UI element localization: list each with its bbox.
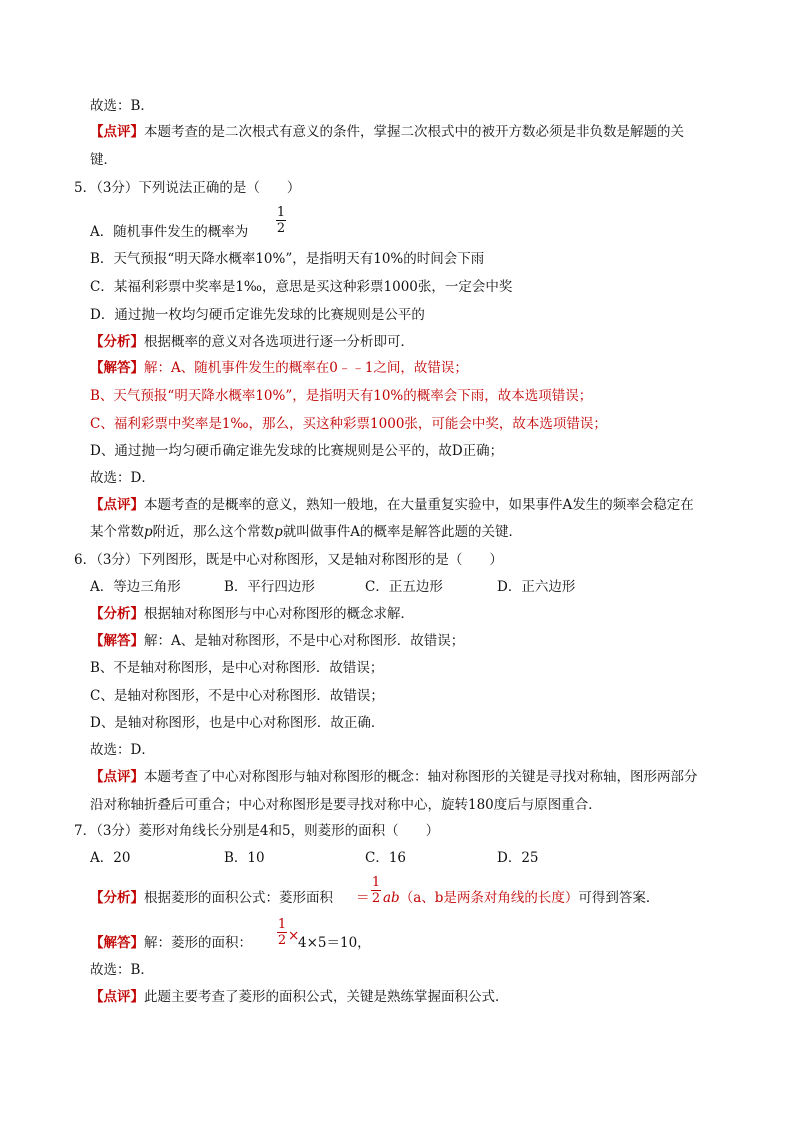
variable-p: p (274, 524, 283, 540)
q6-answer-b: B、不是轴对称图形，是中心对称图形．故错误； (90, 660, 384, 676)
q6-choose: 故选：D． (90, 742, 155, 758)
q6-option-a: A．等边三角形 (90, 579, 181, 595)
q5-option-b: B．天气预报“明天降水概率10%”，是指明天有10%的时间会下雨 (90, 251, 485, 267)
q7-analysis-eq: ＝ (356, 890, 370, 906)
q7-analysis-post: 可得到答案． (578, 890, 660, 906)
q6-answer-tag: 【解答】 (90, 633, 144, 649)
q4-comment-line1 (90, 124, 684, 140)
q6-stem: 6．（3分）下列图形，既是中心对称图形，又是轴对称图形的是（ ） (74, 552, 503, 568)
q5-comment-line1 (90, 497, 694, 513)
q6-analysis (90, 606, 414, 622)
q6-comment-line1 (90, 769, 698, 785)
q5-option-c: C．某福利彩票中奖率是1‰，意思是买这种彩票1000张，一定会中奖 (90, 279, 513, 295)
q7-analysis-rest (383, 890, 659, 906)
q7-choose: 故选：B． (90, 962, 154, 978)
q5-analysis (90, 334, 414, 350)
q6-option-d: D．正六边形 (497, 579, 576, 595)
q4-comment-tag: 【点评】 (90, 124, 144, 140)
q6-answer-d: D、是轴对称图形，也是中心对称图形．故正确． (90, 715, 385, 731)
fraction-denominator: 2 (371, 891, 381, 906)
q6-option-c: C．正五边形 (365, 579, 443, 595)
q4-comment-text: 本题考查的是二次根式有意义的条件，掌握二次根式中的被开方数必须是非负数是解题的关 (144, 124, 684, 140)
fraction-numerator: 1 (276, 205, 286, 220)
fraction-denominator: 2 (277, 933, 287, 948)
q5-comment-line2 (90, 524, 522, 540)
q5-option-a-fraction (276, 206, 286, 235)
q7-option-c: C．16 (365, 850, 407, 866)
q5-answer-d: D、通过抛一均匀硬币确定谁先发球的比赛规则是公平的，故D正确； (90, 443, 504, 459)
q7-analysis (90, 890, 333, 906)
q5-answer-c (90, 416, 607, 432)
q5-comment-tag: 【点评】 (90, 497, 144, 513)
q7-answer-fraction (277, 918, 287, 947)
q6-answer-a (90, 633, 464, 649)
q7-answer (90, 935, 252, 951)
q7-comment-tag: 【点评】 (90, 989, 144, 1005)
q5-answer-a (90, 360, 468, 376)
q7-answer-times: × (288, 928, 300, 944)
q5-answer-a-text: 解：A、随机事件发生的概率在0﹣﹣1之间，故错误； (144, 360, 468, 376)
q5-option-d: D．通过抛一枚均匀硬币定谁先发球的比赛规则是公平的 (90, 307, 425, 323)
q6-analysis-text: 根据轴对称图形与中心对称图形的概念求解． (144, 606, 414, 622)
q7-stem: 7．（3分）菱形对角线长分别是4和5，则菱形的面积（ ） (74, 823, 440, 839)
q5-comment-line2-mid: 附近，那么这个常数 (152, 524, 275, 540)
q6-comment-tag: 【点评】 (90, 769, 144, 785)
q6-answer-c: C、是轴对称图形，不是中心对称图形．故错误； (90, 688, 384, 704)
q6-option-b: B．平行四边形 (224, 579, 315, 595)
q5-choose: 故选：D． (90, 470, 155, 486)
q6-analysis-tag: 【分析】 (90, 606, 144, 622)
q7-comment-text: 此题主要考查了菱形的面积公式，关键是熟练掌握面积公式． (144, 989, 509, 1005)
fraction-denominator: 2 (276, 221, 286, 236)
q5-stem: 5．（3分）下列说法正确的是（ ） (74, 180, 301, 196)
q7-answer-pre: 解：菱形的面积： (144, 935, 252, 951)
q4-choose: 故选：B． (90, 98, 154, 114)
q6-comment-text: 本题考查了中心对称图形与轴对称图形的概念：轴对称图形的关键是寻找对称轴，图形两部分 (144, 769, 698, 785)
q5-answer-tag: 【解答】 (90, 360, 144, 376)
q7-analysis-fraction (371, 876, 381, 905)
q7-answer-tag: 【解答】 (90, 935, 144, 951)
q5-answer-b: B、天气预报“明天降水概率10%”，是指明天有10%的概率会下雨，故本选项错误； (90, 388, 593, 404)
q7-analysis-tag: 【分析】 (90, 890, 144, 906)
q5-answer-c-red: 1‰，那么 (221, 416, 290, 432)
q7-option-a: A．20 (90, 850, 131, 866)
q7-analysis-ab: ab (383, 890, 400, 906)
q7-comment (90, 989, 509, 1005)
variable-p: p (144, 524, 153, 540)
q5-answer-c-post: ，买这种彩票1000张，可能会中奖，故本选项错误； (289, 416, 607, 432)
q7-analysis-pre: 根据菱形的面积公式：菱形面积 (144, 890, 333, 906)
q7-answer-post: 4×5＝10， (298, 935, 371, 951)
q5-answer-c-pre: C、福利彩票中奖率是 (90, 416, 222, 432)
q7-option-d: D．25 (497, 850, 539, 866)
fraction-numerator: 1 (277, 917, 287, 932)
q7-analysis-paren: （a、b是两条对角线的长度） (399, 890, 579, 906)
q5-comment-line2-post: 就叫做事件A的概率是解答此题的关键． (282, 524, 523, 540)
q4-comment-line2: 键． (90, 152, 117, 168)
q5-option-a: A．随机事件发生的概率为 (90, 224, 249, 240)
q5-analysis-text: 根据概率的意义对各选项进行逐一分析即可． (144, 334, 414, 350)
q7-option-b: B．10 (224, 850, 265, 866)
fraction-numerator: 1 (371, 875, 381, 890)
q6-answer-a-text: 解：A、是轴对称图形，不是中心对称图形．故错误； (144, 633, 465, 649)
q5-comment-text: 本题考查的是概率的意义，熟知一般地，在大量重复实验中，如果事件A发生的频率会稳定在 (144, 497, 694, 513)
q5-analysis-tag: 【分析】 (90, 334, 144, 350)
q6-comment-line2: 沿对称轴折叠后可重合；中心对称图形是要寻找对称中心，旋转180度后与原图重合． (90, 797, 602, 813)
q5-comment-line2-pre: 某个常数 (90, 524, 144, 540)
